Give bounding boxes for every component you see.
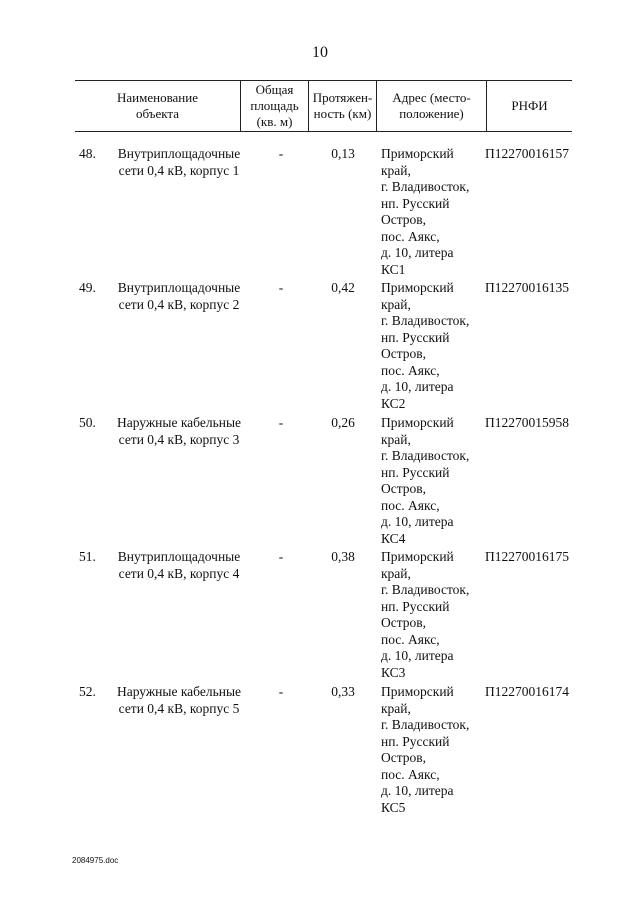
address-line: Остров,	[381, 481, 427, 496]
row-number: 52.	[79, 684, 96, 699]
address	[381, 146, 491, 278]
address-line: д. 10, литера	[381, 514, 454, 529]
address-line: Приморский	[381, 280, 454, 295]
address-line: д. 10, литера	[381, 648, 454, 663]
address-line: край,	[381, 431, 411, 447]
header-area-text: Общая площадь (кв. м)	[250, 82, 299, 129]
rnfi-number: П12270016175	[485, 549, 569, 564]
row-number: 48.	[79, 146, 96, 161]
address-line: Приморский	[381, 415, 454, 430]
total-area: -	[278, 684, 284, 699]
address-line: край,	[381, 565, 411, 581]
address-line: край,	[381, 296, 411, 312]
address-line: Приморский	[381, 549, 454, 564]
row-number: 49.	[79, 280, 96, 295]
header-address-text: Адрес (место- положение)	[392, 90, 471, 121]
address-line: нп. Русский	[381, 464, 450, 480]
object-name: Внутриплощадочные сети 0,4 кВ, корпус 1	[117, 146, 241, 178]
total-area: -	[278, 549, 284, 564]
rnfi-number: П12270016174	[485, 684, 569, 699]
footer-filename: 2084975.doc	[72, 856, 119, 865]
address	[381, 684, 491, 816]
row-number: 50.	[79, 415, 96, 430]
address-line: нп. Русский	[381, 733, 450, 749]
address-line: КС4	[381, 530, 406, 546]
address	[381, 415, 491, 547]
address-line: КС2	[381, 395, 406, 411]
page-number: 10	[312, 44, 328, 61]
header-address	[377, 81, 487, 131]
address-line: пос. Аякс,	[381, 766, 440, 782]
address-line: нп. Русский	[381, 195, 450, 211]
address	[381, 549, 491, 681]
header-rnfi	[487, 81, 572, 131]
address-line: Остров,	[381, 212, 427, 227]
address-line: г. Владивосток,	[381, 313, 470, 328]
rnfi-number: П12270016135	[485, 280, 569, 295]
header-name	[75, 81, 241, 131]
address-line: Остров,	[381, 615, 427, 630]
address-line: г. Владивосток,	[381, 582, 470, 597]
header-length	[309, 81, 377, 131]
length-km: 0,38	[331, 549, 355, 564]
address-line: пос. Аякс,	[381, 497, 440, 513]
address-line: г. Владивосток,	[381, 448, 470, 463]
address-line: д. 10, литера	[381, 379, 454, 394]
object-name: Внутриплощадочные сети 0,4 кВ, корпус 2	[117, 280, 241, 312]
object-name: Внутриплощадочные сети 0,4 кВ, корпус 4	[117, 549, 241, 581]
address	[381, 280, 491, 412]
total-area: -	[278, 146, 284, 161]
header-length-text: Протяжен- ность (км)	[312, 90, 373, 121]
address-line: г. Владивосток,	[381, 717, 470, 732]
address-line: г. Владивосток,	[381, 179, 470, 194]
total-area: -	[278, 280, 284, 295]
address-line: д. 10, литера	[381, 783, 454, 798]
length-km: 0,42	[331, 280, 355, 295]
address-line: д. 10, литера	[381, 245, 454, 260]
object-name: Наружные кабельные сети 0,4 кВ, корпус 3	[116, 415, 242, 447]
address-line: Остров,	[381, 346, 427, 361]
length-km: 0,26	[331, 415, 355, 430]
address-line: пос. Аякс,	[381, 362, 440, 378]
header-rnfi-text: РНФИ	[511, 98, 548, 113]
address-line: пос. Аякс,	[381, 631, 440, 647]
address-line: КС1	[381, 261, 406, 277]
rnfi-number: П12270016157	[485, 146, 569, 161]
address-line: Приморский	[381, 684, 454, 699]
header-area	[241, 81, 309, 131]
length-km: 0,33	[331, 684, 355, 699]
header-name-text: Наименование объекта	[117, 90, 198, 121]
rnfi-number: П12270015958	[485, 415, 569, 430]
address-line: нп. Русский	[381, 329, 450, 345]
address-line: край,	[381, 700, 411, 716]
object-name: Наружные кабельные сети 0,4 кВ, корпус 5	[116, 684, 242, 716]
table-header	[75, 80, 572, 132]
address-line: КС5	[381, 799, 406, 815]
address-line: Приморский	[381, 146, 454, 161]
address-line: нп. Русский	[381, 598, 450, 614]
length-km: 0,13	[331, 146, 355, 161]
total-area: -	[278, 415, 284, 430]
row-number: 51.	[79, 549, 96, 564]
address-line: пос. Аякс,	[381, 228, 440, 244]
address-line: КС3	[381, 664, 406, 680]
address-line: край,	[381, 162, 411, 178]
address-line: Остров,	[381, 750, 427, 765]
